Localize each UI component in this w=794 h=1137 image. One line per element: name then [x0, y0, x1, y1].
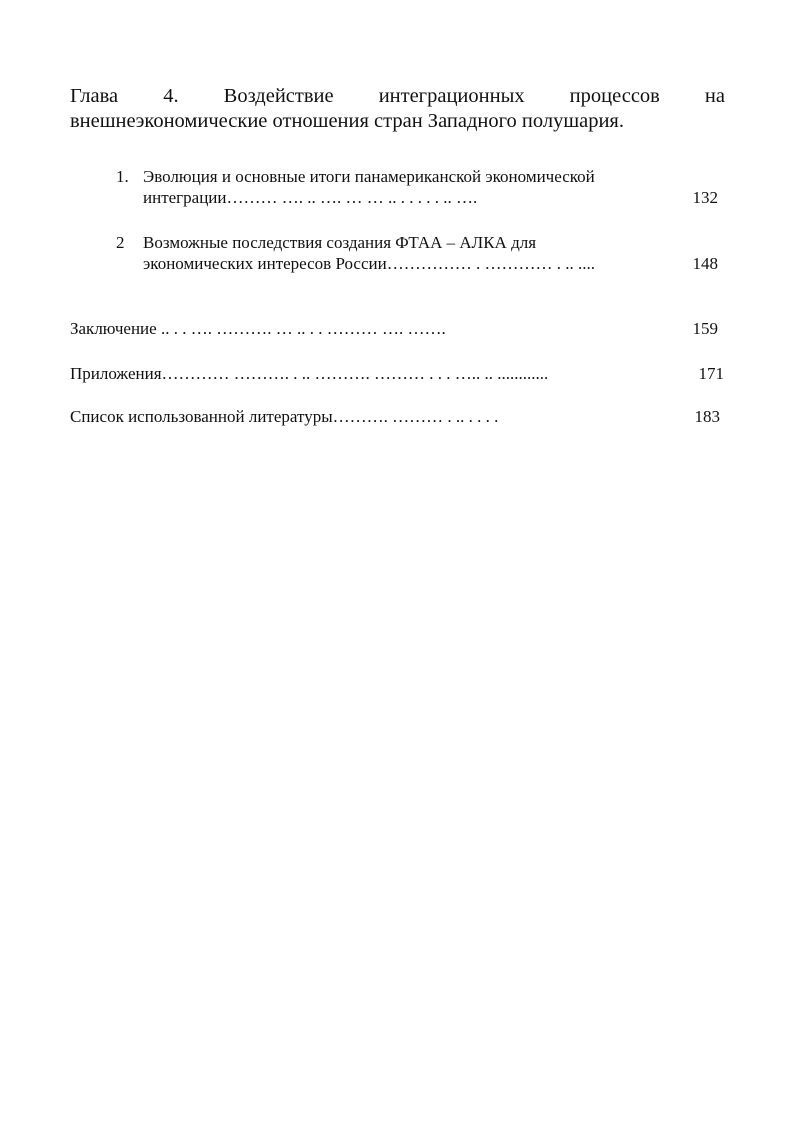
page-number: 148: [692, 254, 718, 273]
chapter-title-line2: внешнеэкономические отношения стран Западного полушария.: [70, 110, 624, 132]
section-number: 1.: [116, 167, 129, 186]
chapter-word: 4.: [163, 85, 179, 107]
chapter-heading: [70, 84, 725, 134]
chapter-word: Глава: [70, 85, 119, 107]
page-number: 183: [694, 407, 720, 426]
page-number: 171: [698, 364, 724, 383]
page-number: 132: [692, 188, 718, 207]
entry-title: Приложения………… ………. . .. ………. ……… . . . ….. .. ............: [70, 364, 549, 383]
page-number: 159: [692, 319, 718, 338]
chapter-word: Воздействие: [223, 85, 334, 107]
section-title-line1: Возможные последствия создания ФТАА – АЛКА для: [143, 233, 537, 252]
chapter-word: на: [704, 85, 725, 107]
chapter-word: процессов: [569, 85, 660, 107]
chapter-word: интеграционных: [378, 85, 525, 107]
entry-title: Список использованной литературы………. ……… . .. . . . .: [70, 407, 499, 426]
section-title-line1: Эволюция и основные итоги панамериканской экономической: [143, 167, 595, 186]
section-title-line2: интеграции……… …. .. …. … … .. . . . . . .. ….: [143, 188, 478, 207]
entry-title: Заключение .. . . …. ………. … .. . . ……… …. …….: [70, 319, 446, 338]
section-title-line2: экономических интересов России…………… . ………… . .. ....: [143, 254, 595, 273]
section-number: 2: [116, 233, 125, 252]
